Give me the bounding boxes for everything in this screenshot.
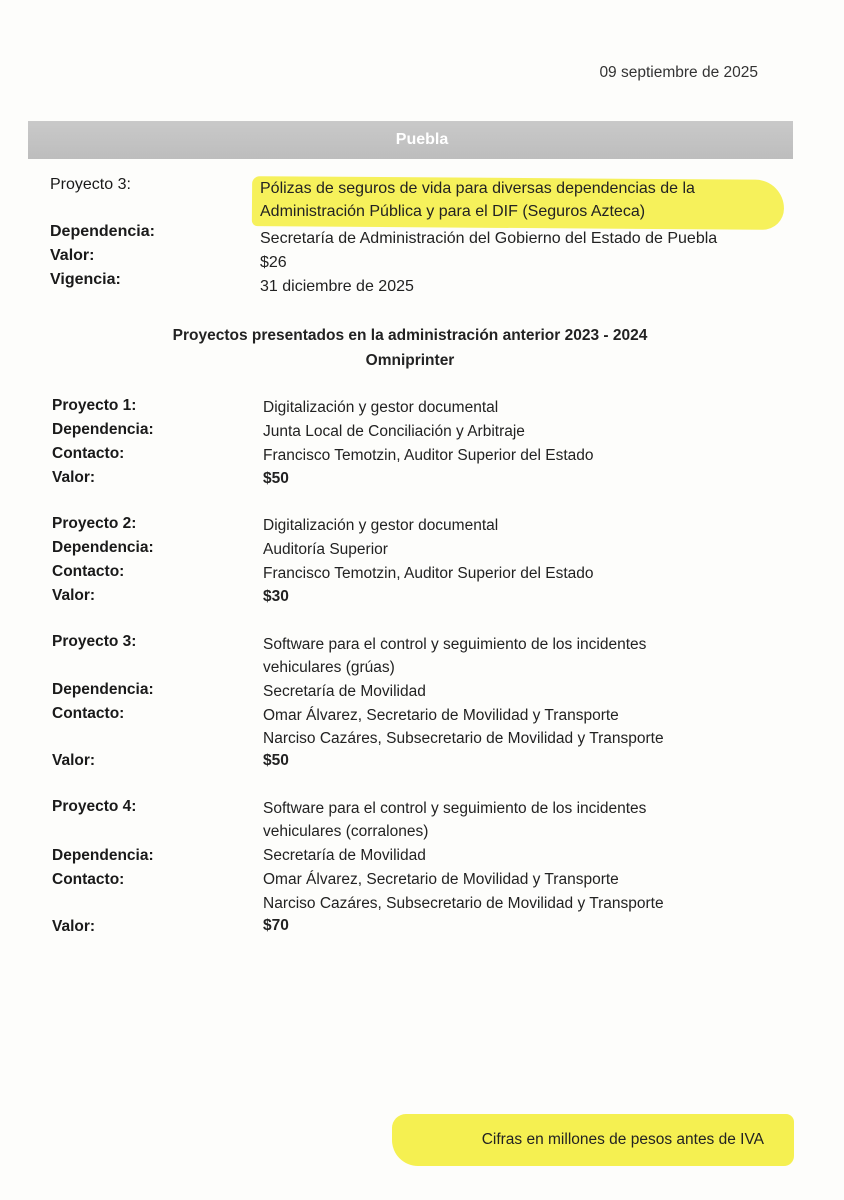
project-dependencia: Secretaría de Movilidad [263,847,426,864]
project-dependencia: Junta Local de Conciliación y Arbitraje [263,423,525,440]
dependencia-value: Secretaría de Administración del Gobierno del Estado de Puebla [260,230,718,247]
valor-value: $26 [260,254,287,271]
project-label: Proyecto 2: [52,515,137,532]
project-dependencia: Auditoría Superior [263,541,388,558]
label-vigencia: Vigencia: [50,271,121,288]
document-date: 09 septiembre de 2025 [599,64,758,81]
project-desc: Software para el control y seguimiento de los incidentes [263,636,647,653]
project-contacto: Francisco Temotzin, Auditor Superior del Estado [263,565,594,582]
project-desc: Digitalización y gestor documental [263,399,499,416]
project-valor: $70 [263,917,289,934]
project-label: Proyecto 4: [52,798,137,815]
label-valor: Valor: [50,247,95,264]
valor-label: Valor: [52,752,96,769]
dependencia-label: Dependencia: [52,847,154,864]
dependencia-label: Dependencia: [52,681,154,698]
valor-label: Valor: [52,918,96,935]
project-contacto: Omar Álvarez, Secretario de Movilidad y Transporte [263,871,619,888]
project-contacto: Omar Álvarez, Secretario de Movilidad y Transporte [263,707,619,724]
project-label: Proyecto 3: [52,633,137,650]
project-contacto: Francisco Temotzin, Auditor Superior del Estado [263,447,594,464]
contacto-label: Contacto: [52,871,125,888]
project-valor: $50 [263,470,289,487]
project-desc: vehiculares (corralones) [263,823,429,840]
project-contacto: Narciso Cazáres, Subsecretario de Movilidad y Transporte [263,730,664,747]
project-desc: vehiculares (grúas) [263,659,395,676]
project-desc: Digitalización y gestor documental [263,517,499,534]
footer-note: Cifras en millones de pesos antes de IVA [481,1131,764,1148]
valor-label: Valor: [52,587,96,604]
project-dependencia: Secretaría de Movilidad [263,683,426,700]
project-valor: $30 [263,588,289,605]
vigencia-value: 31 diciembre de 2025 [260,278,414,295]
banner-title: Puebla [395,131,449,148]
dependencia-label: Dependencia: [52,421,154,438]
valor-label: Valor: [52,469,96,486]
contacto-label: Contacto: [52,563,125,580]
label-dependencia: Dependencia: [50,223,155,240]
label-proyecto: Proyecto 3: [50,176,131,193]
project-valor: $50 [263,752,289,769]
section-title: Proyectos presentados en la administración anterior 2023 - 2024 [172,327,648,344]
proyecto-desc-line2: Administración Pública y para el DIF (Seguros Azteca) [260,203,646,220]
dependencia-label: Dependencia: [52,539,154,556]
project-label: Proyecto 1: [52,397,137,414]
contacto-label: Contacto: [52,705,125,722]
project-contacto: Narciso Cazáres, Subsecretario de Movilidad y Transporte [263,895,664,912]
project-desc: Software para el control y seguimiento de los incidentes [263,800,647,817]
contacto-label: Contacto: [52,445,125,462]
section-subtitle: Omniprinter [365,352,455,369]
proyecto-desc-line1: Pólizas de seguros de vida para diversas dependencias de la [260,180,695,197]
